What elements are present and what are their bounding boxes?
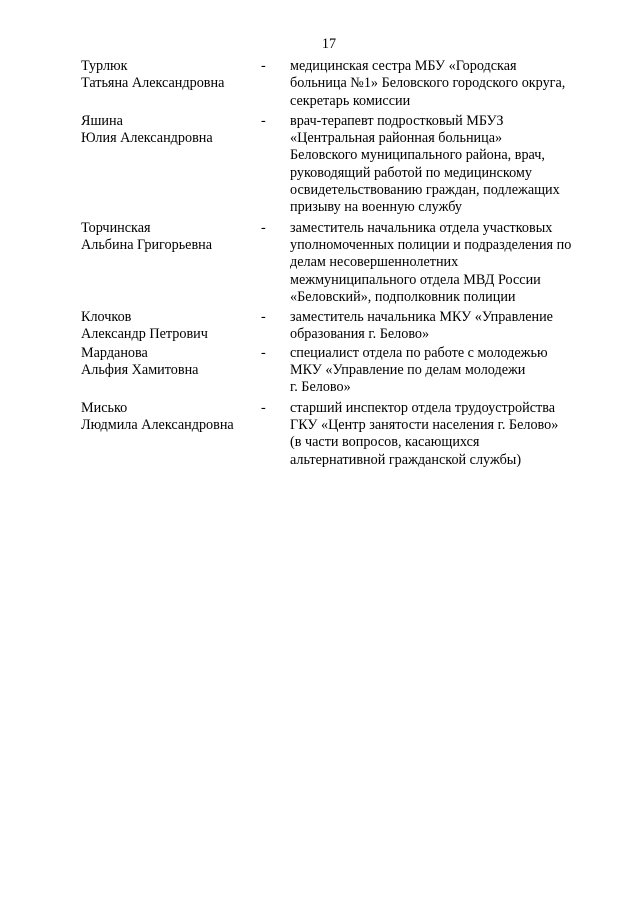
- member-given-names: Юлия Александровна: [81, 130, 213, 147]
- member-given-names: Александр Петрович: [81, 326, 208, 343]
- member-given-names: Альфия Хамитовна: [81, 362, 199, 379]
- role-line: секретарь комиссии: [290, 92, 411, 109]
- member-role: [290, 309, 601, 344]
- role-line: медицинская сестра МБУ «Городская: [290, 58, 517, 74]
- role-line: уполномоченных полиции и подразделения по: [290, 236, 572, 253]
- role-line: «Беловский», подполковник полиции: [290, 288, 516, 305]
- member-name: [81, 309, 261, 344]
- member-surname: Клочков: [81, 309, 132, 326]
- member-surname: Мисько: [81, 399, 128, 416]
- role-line: специалист отдела по работе с молодежью: [290, 344, 548, 361]
- role-line: г. Белово»: [290, 379, 351, 396]
- member-role: [290, 345, 601, 397]
- member-dash: -: [261, 219, 266, 236]
- member-entry: [81, 400, 601, 469]
- member-entry: [81, 113, 601, 217]
- member-name: [81, 220, 261, 255]
- member-dash: -: [261, 399, 266, 416]
- member-entry: [81, 220, 601, 306]
- role-line: ГКУ «Центр занятости населения г. Белово»: [290, 416, 559, 433]
- member-dash: -: [261, 58, 266, 74]
- role-line: делам несовершеннолетних: [290, 254, 459, 271]
- role-line: освидетельствованию граждан, подлежащих: [290, 182, 560, 199]
- member-given-names: Альбина Григорьевна: [81, 236, 213, 253]
- role-line: альтернативной гражданской службы): [290, 451, 522, 468]
- commission-member-list: [81, 58, 601, 469]
- member-role: [290, 400, 601, 469]
- role-line: врач-терапевт подростковый МБУЗ: [290, 112, 504, 129]
- member-name: [81, 113, 261, 148]
- member-surname: Торчинская: [81, 219, 151, 236]
- member-role: [290, 58, 601, 110]
- member-entry: [81, 309, 601, 344]
- role-line: межмуниципального отдела МВД России: [290, 271, 541, 288]
- role-line: призыву на военную службу: [290, 199, 462, 216]
- role-line: МКУ «Управление по делам молодежи: [290, 362, 526, 379]
- member-role: [290, 113, 601, 217]
- member-surname: Марданова: [81, 344, 148, 361]
- member-role: [290, 220, 601, 306]
- member-dash: -: [261, 309, 266, 326]
- member-dash: -: [261, 344, 266, 361]
- role-line: (в части вопросов, касающихся: [290, 434, 480, 451]
- page-number: 17: [321, 36, 337, 52]
- member-entry: [81, 58, 601, 110]
- role-line: заместитель начальника отдела участковых: [290, 219, 553, 236]
- member-given-names: Людмила Александровна: [81, 416, 234, 433]
- role-line: «Центральная районная больница»: [290, 130, 503, 147]
- member-dash: -: [261, 112, 266, 129]
- role-line: старший инспектор отдела трудоустройства: [290, 399, 556, 416]
- member-surname: Турлюк: [81, 58, 128, 74]
- role-line: образования г. Белово»: [290, 326, 430, 343]
- role-line: Беловского муниципального района, врач,: [290, 147, 545, 164]
- role-line: заместитель начальника МКУ «Управление: [290, 309, 553, 326]
- member-surname: Яшина: [81, 112, 123, 129]
- member-name: [81, 345, 261, 380]
- member-given-names: Татьяна Александровна: [81, 75, 225, 92]
- role-line: больница №1» Беловского городского округа,: [290, 75, 566, 92]
- member-name: [81, 58, 261, 93]
- member-name: [81, 400, 261, 435]
- member-entry: [81, 345, 601, 397]
- role-line: руководящий работой по медицинскому: [290, 164, 532, 181]
